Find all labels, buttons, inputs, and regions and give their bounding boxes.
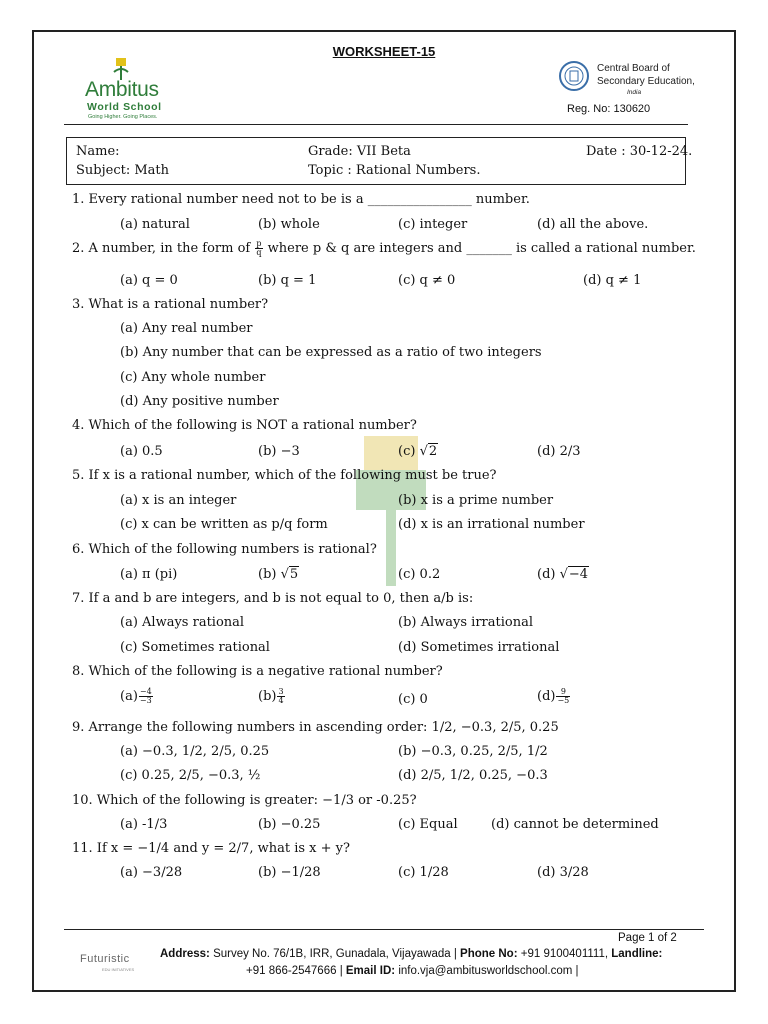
q6-option-a: (a) π (pi) xyxy=(120,567,178,582)
cbse-seal-icon xyxy=(558,60,590,92)
q11-option-b: (b) −1/28 xyxy=(258,865,321,880)
question-10: 10. Which of the following is greater: −1/3 or -0.25? xyxy=(72,793,417,808)
q6-option-b: (b) √5 xyxy=(258,567,299,582)
school-logo xyxy=(85,58,185,120)
question-11: 11. If x = −1/4 and y = 2/7, what is x + y? xyxy=(72,841,350,856)
q9-option-a: (a) −0.3, 1/2, 2/5, 0.25 xyxy=(120,744,270,759)
topic-label: Topic : Rational Numbers. xyxy=(308,163,481,178)
question-9: 9. Arrange the following numbers in ascending order: 1/2, −0.3, 2/5, 0.25 xyxy=(72,720,559,735)
q6-option-d: (d) √−4 xyxy=(537,567,589,582)
footer-contact-line: +91 866-2547666 | Email ID: info.vja@ambitusworldschool.com | xyxy=(246,965,579,977)
q4-option-a: (a) 0.5 xyxy=(120,444,163,459)
q8-d-fraction: $\frac{9}{-5}$ xyxy=(557,687,570,705)
futuristic-logo-sub: EDU INITIATIVES xyxy=(102,967,135,972)
page-number: Page 1 of 2 xyxy=(618,932,677,944)
q5-option-d: (d) x is an irrational number xyxy=(398,517,585,532)
email-label: Email ID: xyxy=(345,965,396,977)
board-line-1: Central Board of xyxy=(597,63,670,74)
q2-option-b: (b) q = 1 xyxy=(258,273,317,288)
q3-option-a: (a) Any real number xyxy=(120,321,253,336)
q7-option-a: (a) Always rational xyxy=(120,615,245,630)
school-tagline: Going Higher. Going Places. xyxy=(88,114,158,120)
q8-option-c: (c) 0 xyxy=(398,692,428,707)
address-value: Survey No. 76/1B, IRR, Gunadala, Vijayawada xyxy=(213,948,451,960)
q3-option-b: (b) Any number that can be expressed as a ratio of two integers xyxy=(120,345,542,360)
address-label: Address: xyxy=(160,948,210,960)
q2-text-post: where p & q are integers and _______ is called a rational number. xyxy=(267,241,696,256)
name-label: Name: xyxy=(76,144,120,159)
question-8: 8. Which of the following is a negative rational number? xyxy=(72,664,443,679)
question-4: 4. Which of the following is NOT a rational number? xyxy=(72,418,417,433)
q6-option-c: (c) 0.2 xyxy=(398,567,441,582)
question-1: 1. Every rational number need not to be is a ________________ number. xyxy=(72,192,530,207)
landline-label: Landline: xyxy=(611,948,663,960)
q4-option-d: (d) 2/3 xyxy=(537,444,581,459)
header-divider xyxy=(64,124,688,125)
q3-option-c: (c) Any whole number xyxy=(120,370,266,385)
board-line-2: Secondary Education, xyxy=(597,76,695,87)
question-7: 7. If a and b are integers, and b is not equal to 0, then a/b is: xyxy=(72,591,474,606)
q5-option-b: (b) x is a prime number xyxy=(398,493,554,508)
email-value: info.vja@ambitusworldschool.com xyxy=(398,965,573,977)
q4-option-b: (b) −3 xyxy=(258,444,300,459)
question-6: 6. Which of the following numbers is rational? xyxy=(72,542,377,557)
sqrt-icon: √−4 xyxy=(559,567,589,582)
board-name xyxy=(597,62,695,97)
q9-option-d: (d) 2/5, 1/2, 0.25, −0.3 xyxy=(398,768,548,783)
q1-option-c: (c) integer xyxy=(398,217,468,232)
q2-text-pre: 2. A number, in the form of xyxy=(72,241,251,256)
q8-option-d: (d) $\frac{9}{-5}$ xyxy=(537,687,570,705)
q9-option-b: (b) −0.3, 0.25, 2/5, 1/2 xyxy=(398,744,548,759)
q11-option-d: (d) 3/28 xyxy=(537,865,589,880)
landline-value: +91 866-2547666 xyxy=(246,965,337,977)
q7-option-c: (c) Sometimes rational xyxy=(120,640,270,655)
sqrt-icon: √5 xyxy=(280,567,299,582)
q10-option-d: (d) cannot be determined xyxy=(491,817,659,832)
q7-option-d: (d) Sometimes irrational xyxy=(398,640,560,655)
date-label: Date : 30-12-24. xyxy=(586,144,693,159)
school-name: Ambitus xyxy=(85,78,159,101)
q8-option-b: (b) $\frac{3}{4}$ xyxy=(258,687,284,705)
q8-b-fraction: $\frac{3}{4}$ xyxy=(278,687,284,705)
q11-option-a: (a) −3/28 xyxy=(120,865,183,880)
q2-option-a: (a) q = 0 xyxy=(120,273,178,288)
q8-a-fraction: $\frac{-4}{-3}$ xyxy=(139,687,152,705)
board-line-3: India xyxy=(627,89,642,96)
q2-option-d: (d) q ≠ 1 xyxy=(583,273,642,288)
q11-option-c: (c) 1/28 xyxy=(398,865,449,880)
school-logo-icon xyxy=(113,58,129,80)
q10-option-c: (c) Equal xyxy=(398,817,458,832)
q9-option-c: (c) 0.25, 2/5, −0.3, ½ xyxy=(120,768,261,783)
registration-number: Reg. No: 130620 xyxy=(567,103,651,115)
q5-option-a: (a) x is an integer xyxy=(120,493,237,508)
worksheet-title: WORKSHEET-15 xyxy=(332,44,436,59)
question-3: 3. What is a rational number? xyxy=(72,297,269,312)
q7-option-b: (b) Always irrational xyxy=(398,615,533,630)
grade-label: Grade: VII Beta xyxy=(308,144,411,159)
q2-option-c: (c) q ≠ 0 xyxy=(398,273,456,288)
subject-label: Subject: Math xyxy=(76,163,169,178)
school-subtitle: World School xyxy=(87,101,162,113)
q1-option-a: (a) natural xyxy=(120,217,190,232)
q5-option-c: (c) x can be written as p/q form xyxy=(120,517,328,532)
q2-fraction: $\frac{p}{q}$ xyxy=(256,239,262,257)
q1-option-d: (d) all the above. xyxy=(537,217,649,232)
q3-option-d: (d) Any positive number xyxy=(120,394,279,409)
q10-option-a: (a) -1/3 xyxy=(120,817,168,832)
futuristic-logo-name: Futuristic xyxy=(80,953,130,965)
q4-option-c: (c) √2 xyxy=(398,444,438,459)
futuristic-logo xyxy=(80,949,170,977)
phone-label: Phone No: xyxy=(460,948,518,960)
question-5: 5. If x is a rational number, which of the following must be true? xyxy=(72,468,497,483)
footer-address-line: Address: Survey No. 76/1B, IRR, Gunadala, Vijayawada | Phone No: +91 9100401111, Landline: xyxy=(160,948,663,960)
q10-option-b: (b) −0.25 xyxy=(258,817,321,832)
sqrt-icon: √2 xyxy=(419,444,438,459)
question-2 xyxy=(72,240,696,257)
q8-option-a: (a) $\frac{-4}{-3}$ xyxy=(120,687,152,705)
student-info-box xyxy=(66,137,693,185)
footer-divider xyxy=(64,929,704,930)
q1-option-b: (b) whole xyxy=(258,217,320,232)
phone-value: +91 9100401111, xyxy=(520,948,609,960)
